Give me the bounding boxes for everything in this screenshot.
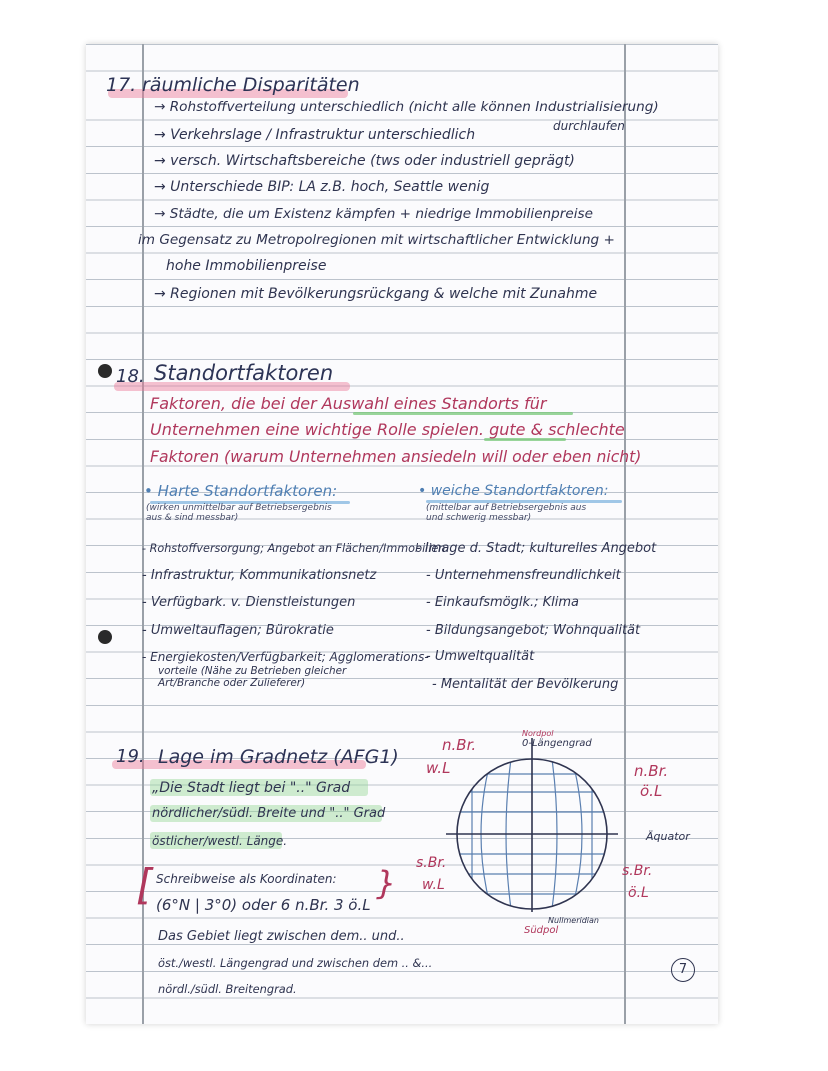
definition-line: Unternehmen eine wichtige Rolle spielen. gute & schlechte — [150, 420, 625, 439]
bullet-line: → Unterschiede BIP: LA z.B. hoch, Seattle wenig — [154, 179, 490, 195]
punch-hole-top — [98, 364, 112, 378]
quadrant-ne-label: ö.L — [640, 782, 663, 800]
definition-line: Faktoren, die bei der Auswahl eines Standorts für — [150, 394, 547, 413]
equator-label: Äquator — [646, 830, 690, 843]
hard-factors-title: • Harte Standortfaktoren: — [144, 482, 338, 500]
bullet-line: hohe Immobilienpreise — [166, 258, 327, 274]
statement-line: östlicher/westl. Länge. — [152, 834, 288, 848]
quadrant-se-label: s.Br. — [622, 863, 653, 879]
definition-line: Faktoren (warum Unternehmen ansiedeln will oder eben nicht) — [150, 448, 642, 466]
statement-line: „Die Stadt liegt bei ".." Grad — [152, 780, 351, 796]
zero-meridian-label: Nullmeridian — [548, 916, 599, 925]
south-pole-label: Südpol — [524, 925, 559, 936]
bullet-line: → Rohstoffverteilung unterschiedlich (nicht alle können Industrialisierung) — [154, 99, 659, 115]
quadrant-se-label: ö.L — [628, 885, 649, 901]
soft-factor-item: - Umweltqualität — [426, 649, 535, 664]
hard-factors-note: (wirken unmittelbar auf Betriebsergebnis — [146, 503, 332, 513]
quadrant-nw-label: n.Br. — [442, 736, 477, 754]
bullet-line: durchlaufen — [553, 119, 625, 133]
notation-example: (6°N | 3°0) oder 6 n.Br. 3 ö.L — [156, 896, 371, 914]
prime-meridian-label: 0-Längengrad — [522, 738, 592, 749]
soft-factor-item: - Image d. Stadt; kulturelles Angebot — [416, 541, 657, 556]
hard-factor-item: - Umweltauflagen; Bürokratie — [142, 623, 334, 638]
quadrant-ne-label: n.Br. — [634, 762, 669, 780]
bullet-line: → Städte, die um Existenz kämpfen + niedrige Immobilienpreise — [154, 206, 593, 222]
area-text: Das Gebiet liegt zwischen dem.. und.. — [158, 929, 405, 944]
soft-factors-title: • weiche Standortfaktoren: — [418, 483, 609, 499]
section-title: Lage im Gradnetz (AFG1) — [158, 746, 399, 768]
soft-factor-item: - Unternehmensfreundlichkeit — [426, 568, 621, 583]
area-text: öst./westl. Längengrad und zwischen dem .. &... — [158, 956, 433, 970]
notation-bracket: [ — [136, 860, 153, 909]
hard-factor-item: vorteile (Nähe zu Betrieben gleicher — [158, 665, 347, 677]
hard-factor-item: - Rohstoffversorgung; Angebot an Flächen/Immobilien — [142, 542, 446, 555]
bullet-line: → Regionen mit Bevölkerungsrückgang & welche mit Zunahme — [154, 286, 598, 302]
soft-factor-item: - Bildungsangebot; Wohnqualität — [426, 623, 641, 638]
hard-factors-note: aus & sind messbar) — [146, 513, 239, 523]
quadrant-sw-label: w.L — [422, 877, 445, 893]
soft-factors-note: (mittelbar auf Betriebsergebnis aus — [426, 503, 587, 513]
bullet-line: → versch. Wirtschaftsbereiche (tws oder industriell geprägt) — [154, 153, 575, 169]
section-title: räumliche Disparitäten — [142, 74, 360, 96]
section-number: 18. — [116, 366, 145, 387]
quadrant-nw-label: w.L — [426, 759, 451, 777]
hard-factor-item: - Verfügbark. v. Dienstleistungen — [142, 595, 356, 610]
area-text: nördl./südl. Breitengrad. — [158, 982, 297, 996]
hard-factor-item: - Infrastruktur, Kommunikationsnetz — [142, 568, 377, 583]
page-number: 7 — [671, 958, 695, 982]
hard-factor-item: Art/Branche oder Zulieferer) — [158, 677, 306, 689]
quadrant-sw-label: s.Br. — [416, 855, 447, 871]
notation-label: Schreibweise als Koordinaten: — [156, 872, 337, 886]
soft-factors-note: und schwerig messbar) — [426, 513, 532, 523]
hard-factor-item: - Energiekosten/Verfügbarkeit; Agglomerations- — [142, 650, 429, 664]
bullet-line: → Verkehrslage / Infrastruktur unterschiedlich — [154, 127, 476, 143]
section-title: Standortfaktoren — [154, 361, 334, 385]
statement-line: nördlicher/südl. Breite und ".." Grad — [152, 806, 386, 821]
soft-factor-item: - Einkaufsmöglk.; Klima — [426, 595, 580, 610]
section-number: 19. — [116, 746, 145, 767]
notebook-page — [86, 44, 718, 1024]
notation-brace: } — [376, 864, 397, 902]
north-pole-label: Nordpol — [522, 729, 554, 738]
punch-hole-bottom — [98, 630, 112, 644]
section-number: 17. — [106, 74, 137, 96]
soft-factor-item: - Mentalität der Bevölkerung — [432, 677, 619, 692]
bullet-line: im Gegensatz zu Metropolregionen mit wirtschaftlicher Entwicklung + — [138, 232, 615, 248]
